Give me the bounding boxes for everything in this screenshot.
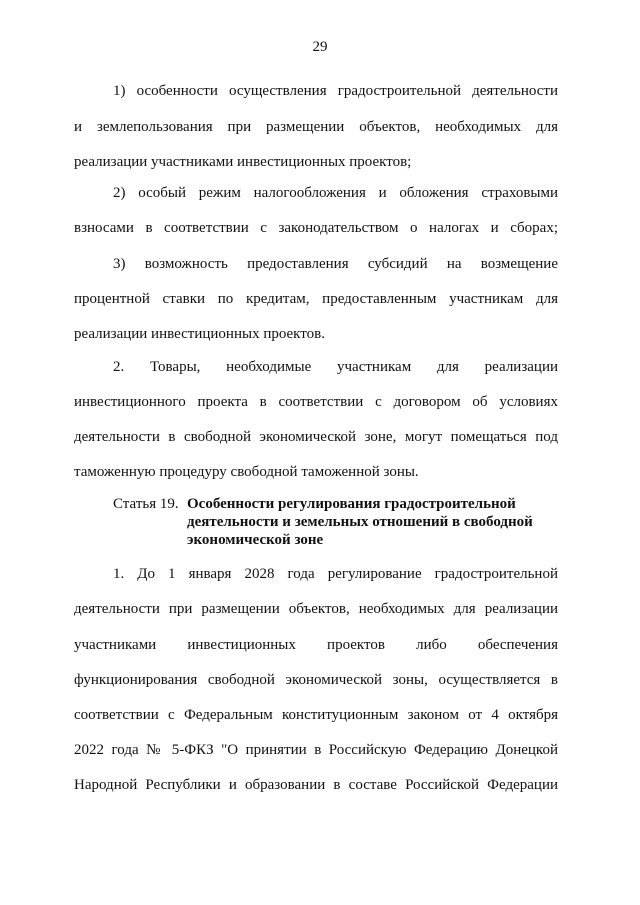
paragraph-1-line-3: реализации участниками инвестиционных проектов; — [74, 154, 412, 170]
article-paragraph-line-3: участниками инвестиционных проектов либо обеспечения — [74, 637, 558, 653]
article-title-line-1: Особенности регулирования градостроительной — [187, 496, 516, 512]
paragraph-2-line-2: взносами в соответствии с законодательством о налогах и сборах; — [74, 220, 558, 236]
paragraph-4-line-2: инвестиционного проекта в соответствии с договором об условиях — [74, 394, 558, 410]
article-paragraph-line-7: Народной Республики и образовании в составе Российской Федерации — [74, 777, 558, 793]
paragraph-3-line-1: 3) возможность предоставления субсидий на возмещение — [113, 256, 558, 272]
paragraph-4-line-3: деятельности в свободной экономической зоне, могут помещаться под — [74, 429, 558, 445]
paragraph-4-line-4: таможенную процедуру свободной таможенной зоны. — [74, 464, 419, 480]
paragraph-2-line-1: 2) особый режим налогообложения и обложения страховыми — [113, 185, 558, 201]
article-title — [187, 495, 547, 549]
article-title-line-2: деятельности и земельных отношений в свободной — [187, 514, 533, 530]
article-paragraph-line-4: функционирования свободной экономической зоны, осуществляется в — [74, 672, 558, 688]
paragraph-3-line-2: процентной ставки по кредитам, предоставленным участникам для — [74, 291, 558, 307]
paragraph-3-line-3: реализации инвестиционных проектов. — [74, 326, 325, 342]
article-paragraph-line-2: деятельности при размещении объектов, необходимых для реализации — [74, 601, 558, 617]
paragraph-1-line-2: и землепользования при размещении объектов, необходимых для — [74, 119, 558, 135]
article-paragraph-line-1: 1. До 1 января 2028 года регулирование градостроительной — [113, 566, 558, 582]
paragraph-4-line-1: 2. Товары, необходимые участникам для реализации — [113, 359, 558, 375]
article-number: Статья 19. — [113, 496, 179, 512]
page-number: 29 — [312, 39, 328, 55]
article-paragraph-line-5: соответствии с Федеральным конституционным законом от 4 октября — [74, 707, 558, 723]
paragraph-1-line-1: 1) особенности осуществления градостроительной деятельности — [113, 83, 558, 99]
article-paragraph-line-6: 2022 года № 5-ФКЗ "О принятии в Российскую Федерацию Донецкой — [74, 742, 558, 758]
article-title-line-3: экономической зоне — [187, 532, 324, 548]
